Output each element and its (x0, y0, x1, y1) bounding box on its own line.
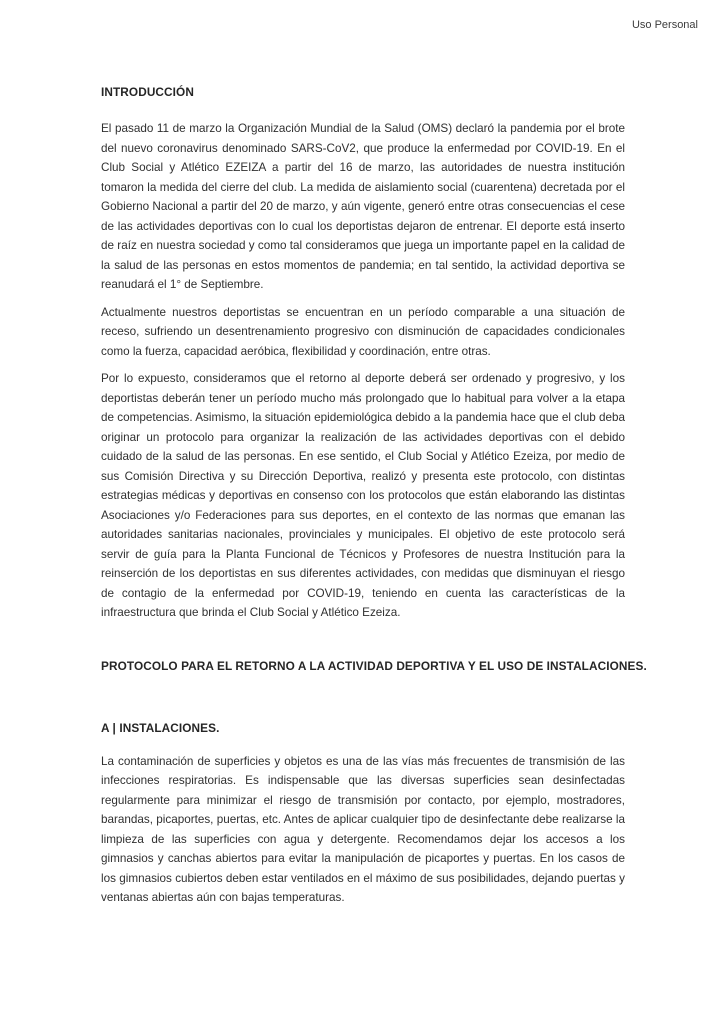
intro-paragraph-1: El pasado 11 de marzo la Organización Mundial de la Salud (OMS) declaró la pandemia por el brote del nuevo coronavirus denominado SARS-CoV2, que produce la enfermedad por COVID-19. En el Club Social y Atlético EZEIZA a partir del 16 de marzo, las autoridades de nuestra institución tomaron la medida del cierre del club. La medida de aislamiento social (cuarentena) decretada por el Gobierno Nacional a partir del 20 de marzo, y aún vigente, generó entre otras consecuencias el cese de las actividades deportivas con lo cual los deportistas dejaron de entrenar. El deporte está inserto de raíz en nuestra sociedad y como tal consideramos que juega un importante papel en la calidad de la salud de las personas en estos momentos de pandemia; en tal sentido, la actividad deportiva se reanudará el 1° de Septiembre. (101, 122, 625, 291)
intro-heading: INTRODUCCIÓN (101, 85, 194, 99)
protocol-heading: PROTOCOLO PARA EL RETORNO A LA ACTIVIDAD DEPORTIVA Y EL USO DE INSTALACIONES. (101, 658, 647, 673)
section-a-heading: A | INSTALACIONES. (101, 720, 220, 735)
intro-paragraph-2: Actualmente nuestros deportistas se encuentran en un período comparable a una situación de receso, sufriendo un desentrenamiento progresivo con disminución de capacidades condicionales como la fuerza, capacidad aeróbica, flexibilidad y coordinación, entre otras. (101, 305, 625, 358)
document-content (101, 85, 647, 916)
header-uso-personal-label: Uso Personal (631, 19, 698, 31)
intro-paragraph-3: Por lo expuesto, consideramos que el retorno al deporte deberá ser ordenado y progresivo, y los deportistas deberán tener un período mucho más prolongado que lo habitual para volver a la etapa de competencias. Asimismo, la situación epidemiológica debido a la pandemia hace que el club deba originar un protocolo para organizar la realización de las actividades deportivas con el debido cuidado de la salud de las personas. En ese sentido, el Club Social y Atlético Ezeiza, por medio de sus Comisión Directiva y su Dirección Deportiva, realizó y presenta este protocolo, con distintas estrategias médicas y deportivas en consenso con los protocolos que están elaborando las distintas Asociaciones y/o Federaciones para sus deportes, en el contexto de las normas que emanan las autoridades sanitarias nacionales, provinciales y municipales. El objetivo de este protocolo será servir de guía para la Planta Funcional de Técnicos y Profesores de nuestra Institución para la reinserción de los deportistas en sus diferentes actividades, con medidas que disminuyan el riesgo de contagio de la enfermedad por COVID-19, teniendo en cuenta las características de la infraestructura que brinda el Club Social y Atlético Ezeiza. (101, 372, 625, 619)
section-a-paragraph-1: La contaminación de superficies y objetos es una de las vías más frecuentes de transmisión de las infecciones respiratorias. Es indispensable que las diversas superficies sean desinfectadas regularmente para minimizar el riesgo de transmisión por contacto, por ejemplo, mostradores, barandas, picaportes, puertas, etc. Antes de aplicar cualquier tipo de desinfectante debe realizarse la limpieza de las superficies con agua y detergente. Recomendamos dejar los accesos a los gimnasios y canchas abiertos para evitar la manipulación de picaportes y puertas. En los casos de los gimnasios cubiertos deben estar ventilados en el máximo de sus posibilidades, dejando puertas y ventanas abiertas aún con bajas temperaturas. (101, 754, 625, 904)
